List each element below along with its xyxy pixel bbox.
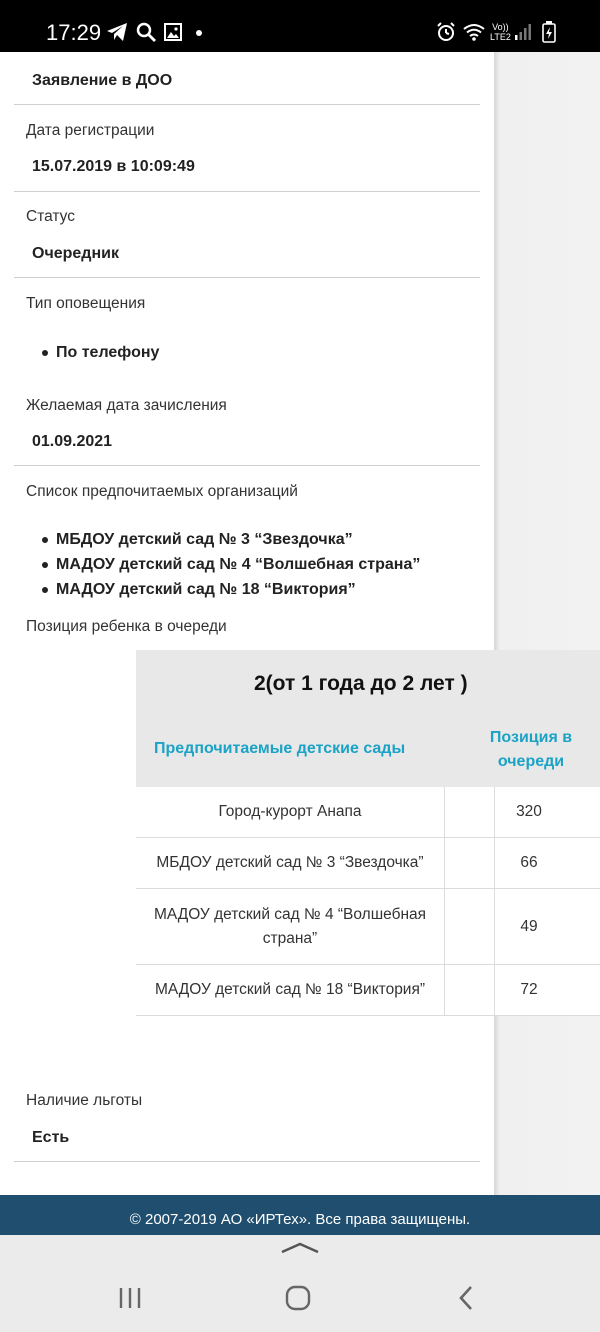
status-label: Статус — [26, 208, 75, 225]
table-cell — [445, 889, 495, 964]
notification-type-list — [0, 340, 159, 365]
recents-icon[interactable] — [116, 1284, 144, 1312]
page-gutter — [494, 52, 600, 1195]
telegram-icon — [106, 20, 128, 44]
lte-icon — [490, 22, 511, 46]
preferred-orgs-list — [0, 527, 420, 602]
expand-handle-icon[interactable] — [280, 1240, 320, 1261]
desired-date-label: Желаемая дата зачисления — [26, 397, 227, 414]
divider — [14, 465, 480, 466]
list-item: МАДОУ детский сад № 18 “Виктория” — [56, 577, 420, 602]
lte-label: LTE2 — [490, 32, 511, 42]
table-row — [136, 787, 600, 838]
queue-position: 320 — [516, 803, 542, 820]
table-row — [136, 889, 600, 965]
registration-date-value: 15.07.2019 в 10:09:49 — [32, 158, 195, 175]
column-header-kindergartens: Предпочитаемые детские сады — [154, 740, 406, 757]
table-cell — [445, 838, 495, 888]
footer-copyright: © 2007-2019 АО «ИРТех». Все права защищены. — [0, 1195, 600, 1235]
queue-position-label: Позиция ребенка в очереди — [26, 618, 227, 635]
kindergarten-name: МБДОУ детский сад № 3 “Звездочка” — [136, 838, 445, 888]
volte-label: Vo)) — [492, 22, 509, 32]
status-bar — [0, 0, 600, 52]
queue-position: 66 — [520, 854, 538, 871]
queue-position: 72 — [520, 981, 538, 998]
benefit-label: Наличие льготы — [26, 1092, 143, 1109]
list-item: МАДОУ детский сад № 4 “Волшебная страна” — [56, 552, 420, 577]
list-item: МБДОУ детский сад № 3 “Звездочка” — [56, 527, 420, 552]
navigation-bar — [0, 1262, 600, 1332]
list-item: По телефону — [56, 340, 159, 365]
back-icon[interactable] — [454, 1284, 478, 1312]
benefit-value: Есть — [32, 1129, 70, 1146]
dot-icon — [196, 30, 202, 36]
kindergarten-name: МАДОУ детский сад № 4 “Волшебная страна” — [136, 889, 445, 964]
image-icon — [164, 20, 182, 44]
kindergarten-name: Город-курорт Анапа — [136, 787, 445, 837]
desired-date-value: 01.09.2021 — [32, 433, 113, 450]
table-row — [136, 838, 600, 889]
divider — [14, 1161, 480, 1162]
application-title: Заявление в ДОО — [32, 72, 173, 89]
queue-group-title: 2(от 1 года до 2 лет ) — [254, 672, 468, 695]
queue-table-header — [136, 650, 600, 787]
notification-type-label: Тип оповещения — [26, 295, 146, 312]
alarm-icon — [436, 20, 456, 44]
table-cell — [445, 787, 495, 837]
kindergarten-name: МАДОУ детский сад № 18 “Виктория” — [136, 965, 445, 1015]
divider — [14, 277, 480, 278]
queue-position: 49 — [520, 917, 538, 935]
search-icon — [136, 20, 156, 44]
home-icon[interactable] — [284, 1284, 312, 1312]
divider — [14, 104, 480, 105]
table-cell — [445, 965, 495, 1015]
status-value: Очередник — [32, 245, 119, 262]
wifi-icon — [462, 20, 486, 44]
signal-icon — [514, 20, 532, 44]
column-header-position: Позиция в очереди — [489, 729, 573, 770]
divider — [14, 191, 480, 192]
battery-icon — [542, 20, 556, 44]
preferred-orgs-label: Список предпочитаемых организаций — [26, 483, 298, 500]
clock: 17:29 — [46, 20, 102, 45]
table-row — [136, 965, 600, 1016]
registration-date-label: Дата регистрации — [26, 122, 155, 139]
